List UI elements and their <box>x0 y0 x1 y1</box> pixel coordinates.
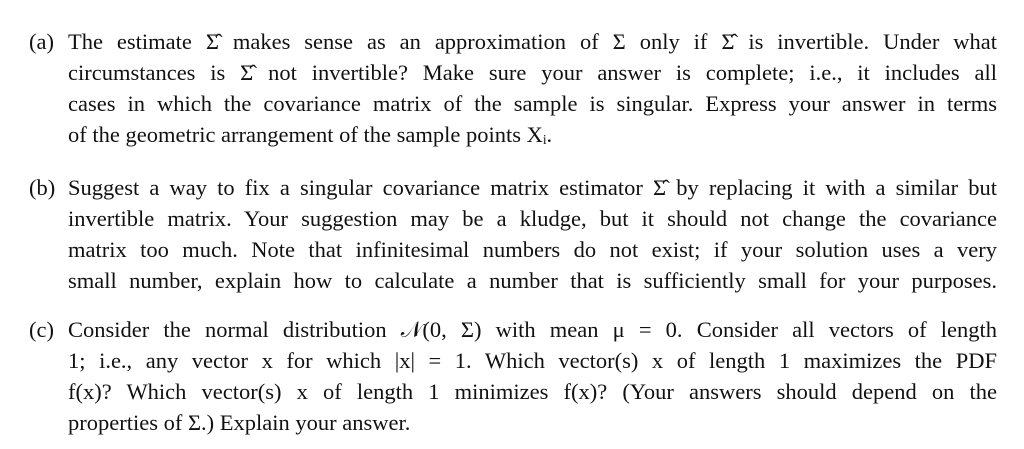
problem-c-line-3: f(x)? Which vector(s) x of length 1 minimizes f(x)? (Your answers should depend on the <box>68 379 997 404</box>
problem-c-line-2: 1; i.e., any vector x for which |x| = 1. Which vector(s) x of length 1 maximizes the PDF <box>68 348 997 373</box>
problem-c-label: (c) <box>29 317 54 342</box>
problem-c-line-4: properties of Σ.) Explain your answer. <box>68 410 411 435</box>
problem-b-label: (b) <box>29 175 56 200</box>
problem-c-line-1: Consider the normal distribution 𝒩(0, Σ) with mean μ = 0. Consider all vectors of length <box>68 317 997 342</box>
problem-b-line-2: invertible matrix. Your suggestion may be a kludge, but it should not change the covariance <box>68 206 997 231</box>
problem-a-line-4: of the geometric arrangement of the sample points Xᵢ. <box>68 122 553 147</box>
problem-b-line-3: matrix too much. Note that infinitesimal numbers do not exist; if your solution uses a very <box>68 237 997 262</box>
problem-b-line-1: Suggest a way to fix a singular covariance matrix estimator Σ̂ by replacing it with a similar but <box>68 175 997 200</box>
problem-a-line-2: circumstances is Σ̂ not invertible? Make sure your answer is complete; i.e., it includes all <box>68 60 997 85</box>
problem-b-line-4: small number, explain how to calculate a number that is sufficiently small for your purposes. <box>68 268 997 293</box>
problem-a-line-1: The estimate Σ̂ makes sense as an approximation of Σ only if Σ̂ is invertible. Under what <box>68 29 997 54</box>
problem-a-line-3: cases in which the covariance matrix of the sample is singular. Express your answer in terms <box>68 91 997 116</box>
problem-a-label: (a) <box>29 29 54 54</box>
